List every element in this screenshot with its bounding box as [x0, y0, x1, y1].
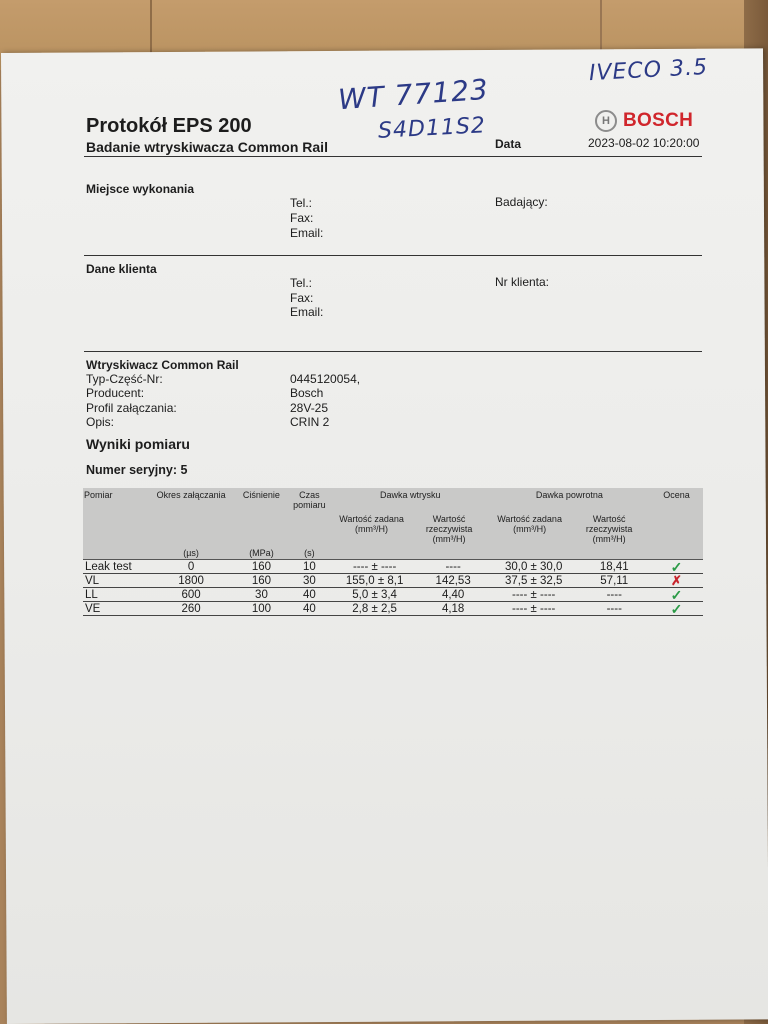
cell-czas: 10 — [302, 560, 316, 573]
injector-field-value: CRIN 2 — [290, 415, 330, 429]
cell-pomiar: Leak test — [85, 560, 132, 573]
cross-icon: ✗ — [671, 572, 682, 588]
cell-cisnienie: 100 — [251, 602, 272, 615]
col-header-okres: Okres załączania — [146, 488, 236, 546]
document-subtitle: Badanie wtryskiwacza Common Rail — [86, 139, 328, 155]
section-heading-injector: Wtryskiwacz Common Rail — [86, 358, 239, 372]
group-title: Dawka powrotna — [535, 490, 603, 500]
date-value: 2023-08-02 10:20:00 — [588, 136, 700, 150]
cell-pow-rzecz: 18,41 — [599, 560, 629, 573]
handwritten-note-line1: WT 77123 — [337, 72, 490, 117]
cell-pow-zadana: 30,0 ± 30,0 — [504, 560, 563, 573]
unit-label: (MPa) — [236, 546, 287, 560]
subcol-zadana: Wartość zadana — [497, 514, 562, 524]
unit-label: (mm³/H) — [513, 524, 547, 534]
cell-pow-rzecz: ---- — [606, 602, 622, 615]
col-header-dawka-wtrysku — [332, 488, 489, 546]
unit-label: (mm³/H) — [592, 534, 626, 544]
serial-number: Numer seryjny: 5 — [86, 463, 188, 477]
injector-field-value: Bosch — [290, 386, 324, 400]
injector-field-value: 0445120054, — [290, 372, 361, 386]
cell-okres: 0 — [187, 560, 195, 573]
cell-wtr-zadana: 2,8 ± 2,5 — [352, 602, 397, 615]
col-header-cisnienie: Ciśnienie — [236, 488, 287, 546]
cell-pomiar: LL — [85, 588, 98, 601]
injector-field-label: Typ-Część-Nr: — [86, 372, 163, 386]
section-divider — [84, 351, 702, 352]
handwritten-note-corner: IVECO 3.5 — [588, 54, 709, 87]
section-heading-miejsce: Miejsce wykonania — [86, 182, 195, 196]
cell-wtr-zadana: 5,0 ± 3,4 — [352, 588, 397, 601]
cell-wtr-zadana: ---- ± ---- — [352, 560, 397, 573]
cell-okres: 260 — [181, 602, 201, 615]
section-heading-klient: Dane klienta — [86, 262, 157, 276]
client-number-label: Nr klienta: — [495, 275, 550, 289]
cell-wtr-rzecz: 4,40 — [441, 588, 465, 601]
fax-label: Fax: — [290, 291, 314, 305]
unit-label: (s) — [287, 546, 332, 560]
cell-wtr-rzecz: 4,18 — [441, 602, 465, 615]
table-row — [83, 588, 703, 602]
injector-field-label: Profil załączania: — [86, 401, 177, 415]
results-heading: Wyniki pomiaru — [86, 436, 190, 452]
wood-seam — [600, 0, 602, 55]
cell-pow-zadana: ---- ± ---- — [512, 602, 556, 615]
col-header-czas: Czas pomiaru — [287, 488, 332, 546]
table-row — [83, 560, 703, 574]
cell-czas: 40 — [302, 588, 316, 601]
tester-label: Badający: — [495, 195, 548, 209]
check-icon: ✓ — [670, 586, 683, 603]
section-divider — [84, 255, 702, 256]
cell-okres: 1800 — [178, 574, 204, 587]
cell-pow-rzecz: ---- — [606, 588, 622, 601]
unit-label: (mm³/H) — [432, 534, 466, 544]
cell-pow-rzecz: 57,11 — [600, 574, 629, 587]
cell-wtr-rzecz: 142,53 — [435, 574, 471, 587]
bosch-logo — [595, 110, 693, 132]
results-table — [83, 488, 703, 616]
col-header-ocena: Ocena — [650, 488, 703, 560]
handwritten-note-line2: S4D11S2 — [377, 113, 487, 144]
table-row — [83, 602, 703, 616]
subcol-zadana: Wartość zadana — [339, 514, 404, 524]
subcol-rzeczywista: Wartość rzeczywista — [425, 514, 473, 534]
col-header-dawka-powrotna — [489, 488, 650, 546]
tel-label: Tel.: — [290, 276, 313, 290]
check-icon: ✓ — [670, 558, 683, 575]
email-label: Email: — [290, 305, 324, 319]
injector-field-label: Producent: — [86, 386, 145, 400]
cell-pomiar: VL — [85, 574, 100, 587]
cell-wtr-zadana: 155,0 ± 8,1 — [345, 574, 404, 587]
tel-label: Tel.: — [290, 196, 313, 210]
cell-okres: 600 — [181, 588, 201, 601]
document-title: Protokół EPS 200 — [86, 115, 252, 137]
email-label: Email: — [290, 226, 324, 240]
cell-cisnienie: 30 — [255, 588, 268, 601]
cell-pomiar: VE — [85, 602, 101, 615]
unit-label: (mm³/H) — [355, 524, 389, 534]
table-row — [83, 574, 703, 588]
fax-label: Fax: — [290, 211, 314, 225]
unit-label: (µs) — [146, 546, 236, 560]
cell-wtr-rzecz: ---- — [445, 560, 461, 573]
group-title: Dawka wtrysku — [380, 490, 441, 500]
cell-cisnienie: 160 — [251, 574, 272, 587]
date-label: Data — [495, 137, 522, 151]
injector-field-label: Opis: — [86, 415, 115, 429]
cell-czas: 30 — [302, 574, 316, 587]
check-icon: ✓ — [670, 600, 683, 617]
subcol-rzeczywista: Wartość rzeczywista — [585, 514, 633, 534]
brand-name: BOSCH — [623, 110, 694, 131]
cell-pow-zadana: 37,5 ± 32,5 — [504, 574, 563, 587]
cell-pow-zadana: ---- ± ---- — [512, 588, 556, 601]
cell-czas: 40 — [302, 602, 316, 615]
bosch-armature-icon: H — [595, 110, 617, 132]
col-header-pomiar: Pomiar — [83, 488, 146, 560]
injector-field-value: 28V-25 — [290, 401, 329, 415]
header-divider — [84, 156, 702, 157]
wood-seam — [150, 0, 152, 60]
cell-cisnienie: 160 — [251, 560, 272, 573]
